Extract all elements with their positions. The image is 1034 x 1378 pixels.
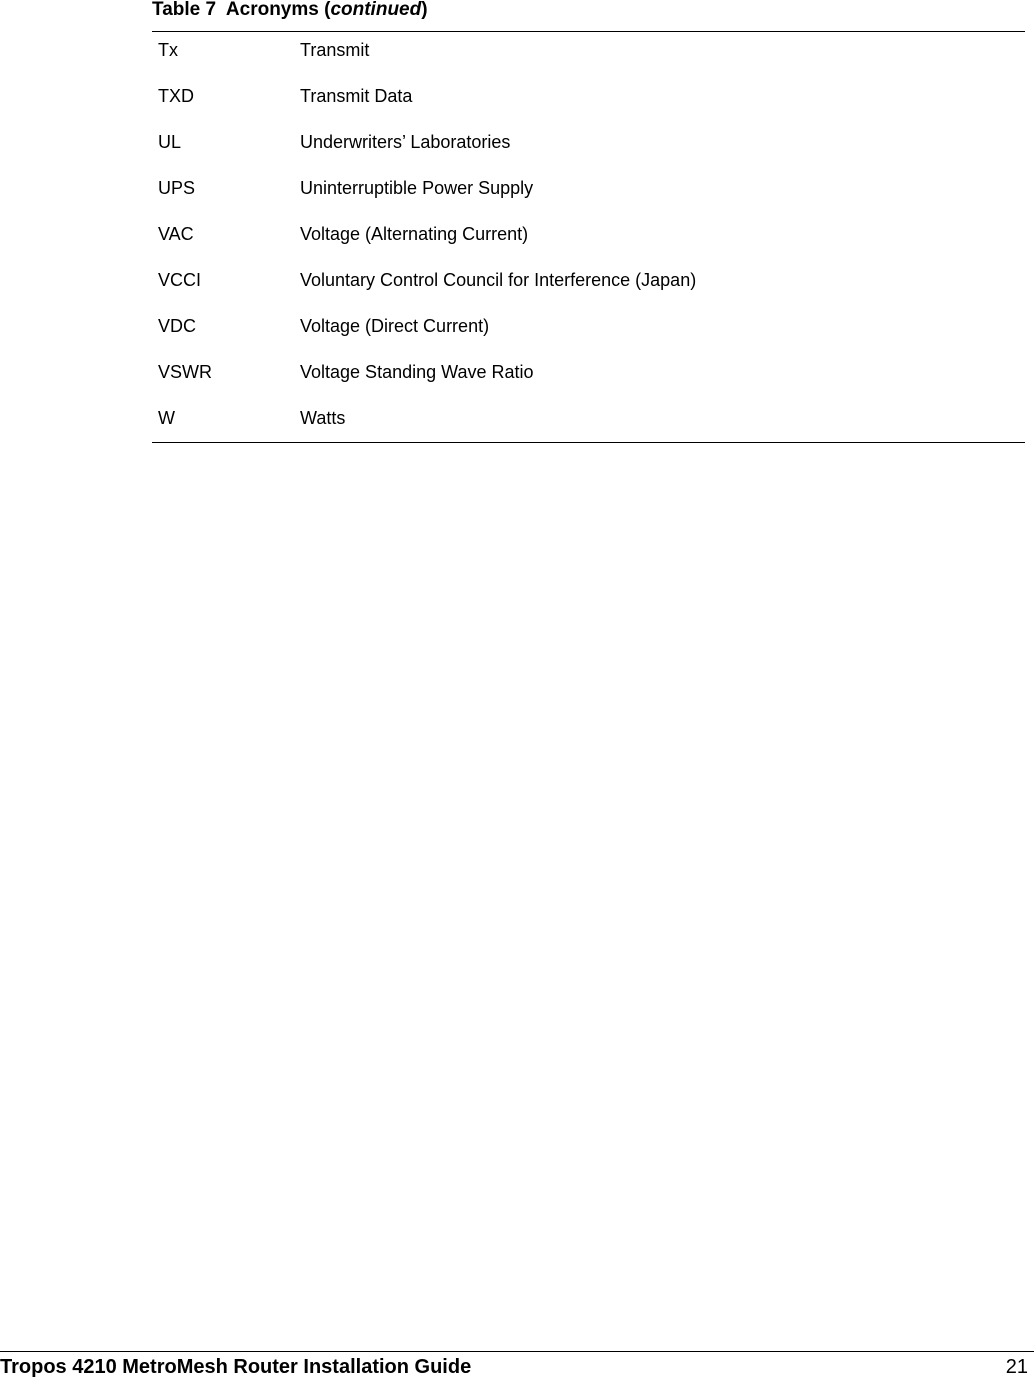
acronym-term: VCCI [158,270,202,290]
acronym-term: VAC [158,224,194,244]
acronym-definition: Uninterruptible Power Supply [300,178,534,198]
acronym-term: TXD [158,86,194,106]
table-caption-prefix: Table 7 Acronyms ( [152,0,331,20]
acronym-term: UPS [158,178,196,198]
acronym-term: UL [158,132,182,152]
table-caption [152,0,428,20]
table-row [152,170,1025,216]
acronym-definition: Voltage (Alternating Current) [300,224,529,244]
table-bottom-rule [152,442,1025,443]
acronym-definition: Underwriters’ Laboratories [300,132,511,152]
table-row [152,32,1025,78]
table-row [152,124,1025,170]
table-row [152,400,1025,446]
acronym-definition: Voltage (Direct Current) [300,316,490,336]
acronym-definition: Transmit [300,40,370,60]
footer-rule [0,1351,1034,1352]
footer-page-number: 21 [1005,1356,1028,1378]
table-row [152,262,1025,308]
table-caption-continued: continued [330,0,422,20]
acronym-term: Tx [158,40,178,60]
acronym-definition: Voltage Standing Wave Ratio [300,362,534,382]
footer-document-title: Tropos 4210 MetroMesh Router Installation Guide [0,1356,472,1378]
acronym-definition: Voluntary Control Council for Interference (Japan) [300,270,697,290]
acronym-definition: Transmit Data [300,86,413,106]
table-caption-suffix: ) [421,0,428,20]
acronym-term: VSWR [158,362,212,382]
acronym-table [152,32,1025,446]
table-row [152,354,1025,400]
table-row [152,78,1025,124]
acronym-definition: Watts [300,408,346,428]
acronym-term: VDC [158,316,197,336]
table-row [152,216,1025,262]
table-row [152,308,1025,354]
acronym-term: W [158,408,175,428]
